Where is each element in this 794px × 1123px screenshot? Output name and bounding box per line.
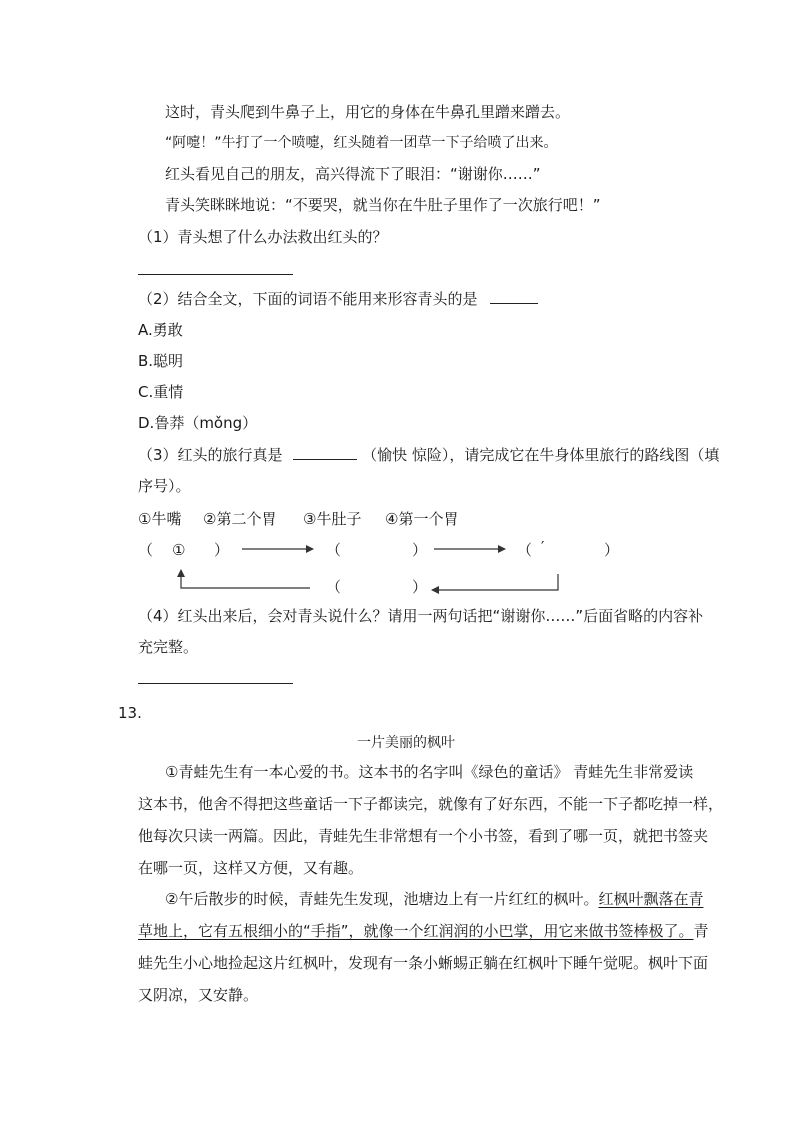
option-d: D.鲁莽（mǒng）	[138, 414, 258, 432]
passage-text: 青	[693, 922, 709, 940]
route-box-2-left[interactable]: （	[326, 541, 342, 559]
route-box-1-value: ①	[172, 541, 186, 559]
option-a: A.勇敢	[138, 321, 183, 339]
route-box-3-left[interactable]: （	[517, 541, 533, 559]
question-1: （1）青头想了什么办法救出红头的？	[138, 228, 388, 246]
passage-text: ②午后散步的时候，青蛙先生发现，池塘边上有一片红红的枫叶。	[165, 890, 599, 908]
route-box-3-right: ）	[604, 541, 620, 559]
question-4: （4）红头出来后，会对青头说什么？请用一两句话把“谢谢你……”后面省略的内容补	[138, 607, 704, 625]
option-c: C.重情	[138, 383, 184, 401]
question-3-text: （3）红头的旅行真是	[138, 446, 283, 464]
passage-line: 在哪一页，这样又方便，又有趣。	[138, 859, 364, 877]
passage-line: 他每次只读一两篇。因此，青蛙先生非常想有一个小书签，看到了哪一页，就把书签夹	[138, 827, 709, 845]
route-item: ④第一个胃	[385, 510, 459, 528]
answer-line[interactable]	[138, 683, 293, 684]
question-3-line2: 序号）。	[138, 477, 191, 495]
passage-line: ①青蛙先生有一本心爱的书。这本书的名字叫《绿色的童话》 青蛙先生非常爱读	[165, 763, 694, 781]
arrow-down-left	[432, 574, 558, 590]
passage-line: 又阴凉，又安静。	[138, 986, 259, 1004]
passage-line	[138, 921, 709, 941]
route-box-3-mark: ′	[541, 538, 545, 556]
route-box-4-right: ）	[412, 578, 428, 596]
question-4-line2: 充完整。	[138, 638, 199, 656]
question-2-text: （2）结合全文，下面的词语不能用来形容青头的是	[138, 290, 478, 308]
story-paragraph: 青头笑眯眯地说：“不要哭，就当你在牛肚子里作了一次旅行吧！”	[165, 196, 601, 214]
underlined-sentence: 草地上，它有五根细小的“手指”，就像一个红润润的小巴掌，用它来做书签棒极了。	[138, 922, 694, 940]
passage-title: 一片美丽的枫叶	[357, 735, 455, 751]
question-number: 13.	[118, 704, 142, 722]
route-item: ③牛肚子	[303, 510, 362, 528]
passage-line	[165, 889, 703, 909]
passage-line: 蛙先生小心地捡起这片红枫叶，发现有一条小蜥蜴正躺在红枫叶下睡午觉呢。枫叶下面	[138, 954, 709, 972]
route-item: ①牛嘴	[138, 510, 182, 528]
story-paragraph: 这时，青头爬到牛鼻子上，用它的身体在牛鼻孔里蹭来蹭去。	[165, 103, 571, 121]
route-box-4-left[interactable]: （	[326, 578, 342, 596]
route-item: ②第二个胃	[203, 510, 277, 528]
underlined-sentence: 红枫叶飘落在青	[598, 890, 704, 908]
arrow-up-left	[181, 570, 310, 588]
story-paragraph: “阿嚏！”牛打了一个喷嚏，红头随着一团草一下子给喷了出来。	[165, 135, 558, 151]
question-3-text-cont: （愉快 惊险），请完成它在牛身体里旅行的路线图（填	[362, 446, 720, 464]
route-box-1-right: ）	[214, 541, 230, 559]
story-paragraph: 红头看见自己的朋友，高兴得流下了眼泪：“谢谢你……”	[165, 165, 541, 183]
option-b: B.聪明	[138, 352, 184, 370]
passage-line: 这本书，他舍不得把这些童话一下子都读完，就像有了好东西，不能一下子都吃掉一样，	[138, 795, 724, 813]
route-box-1-left: （	[138, 541, 154, 559]
route-box-2-right: ）	[412, 541, 428, 559]
